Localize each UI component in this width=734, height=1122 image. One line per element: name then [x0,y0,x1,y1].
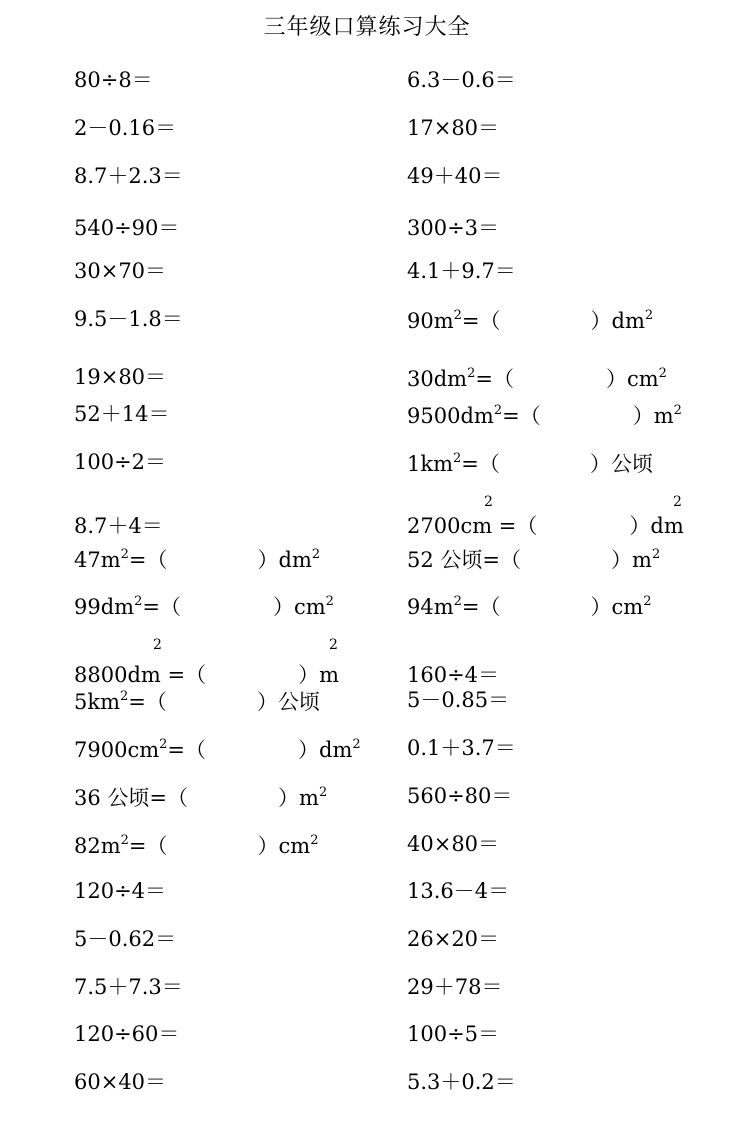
exponent: 2 [467,366,476,381]
exponent: 2 [318,785,328,800]
problem-unit: ）公顷 [589,452,653,476]
problem-equals-open: =（ [461,452,500,476]
problem-unit: ）m [611,548,652,572]
arithmetic-problem: 100÷5＝ [407,1022,500,1046]
problem-equals-open: =（ [128,548,168,572]
problem-unit: ）cm [590,595,644,619]
arithmetic-problem: 52＋14＝ [74,402,170,426]
unit-conversion-problem [407,309,653,332]
arithmetic-problem: 5－0.62＝ [74,927,177,951]
problem-unit: ）cm [257,834,311,858]
arithmetic-problem: 8.7＋2.3＝ [74,164,183,188]
arithmetic-problem: 8.7＋4＝ [74,514,163,538]
displaced-exponent: 2 [673,494,682,510]
arithmetic-problem: 7.5＋7.3＝ [74,975,183,999]
problem-quantity: 5km [74,690,120,714]
problem-unit: ）cm [605,367,659,391]
exponent: 2 [352,737,361,752]
arithmetic-problem: 9.5－1.8＝ [74,307,183,331]
problem-unit: ）dm [298,738,353,762]
unit-conversion-problem [74,738,361,761]
unit-conversion-problem [74,595,334,618]
problem-unit: ）dm [257,548,312,572]
unit-conversion-problem [74,834,319,857]
problem-quantity: 30dm [407,367,468,391]
exponent: 2 [159,737,168,752]
problem-unit: ）公顷 [256,690,320,714]
arithmetic-problem: 120÷4＝ [74,879,167,903]
problem-quantity: 90m [407,309,454,333]
problem-unit: ）dm [629,514,684,538]
unit-conversion-problem [407,595,652,618]
problem-quantity: 1km [407,452,453,476]
exponent: 2 [644,308,654,323]
arithmetic-problem: 26×20＝ [407,927,500,951]
problem-unit: ）m [278,786,319,810]
problem-quantity: 47m [74,548,121,572]
unit-conversion-problem [407,452,653,475]
exponent: 2 [643,594,652,609]
problem-quantity: 82m [74,834,121,858]
problem-equals-open: =（ [482,548,522,572]
arithmetic-problem: 29＋78＝ [407,975,503,999]
exponent: 2 [453,308,462,323]
problem-quantity: 2700cm [407,514,493,538]
problem-equals-open: =（ [142,595,181,619]
unit-conversion-problem [407,404,682,427]
arithmetic-problem: 19×80＝ [74,365,167,389]
exponent: 2 [134,594,143,609]
arithmetic-problem: 100÷2＝ [74,450,167,474]
page-title: 三年级口算练习大全 [263,15,471,40]
unit-conversion-problem [74,548,320,571]
unit-conversion-problem [74,786,327,809]
arithmetic-problem: 30×70＝ [74,259,167,283]
arithmetic-problem: 6.3－0.6＝ [407,68,516,92]
displaced-exponent: 2 [329,637,338,653]
problem-quantity: 99dm [74,595,135,619]
problem-equals-open: =（ [160,663,207,687]
arithmetic-problem: 17×80＝ [407,116,500,140]
displaced-exponent: 2 [484,494,493,510]
problem-quantity: 9500dm [407,404,494,428]
unit-conversion-problem [407,367,667,390]
arithmetic-problem: 4.1＋9.7＝ [407,259,516,283]
problem-equals-open: =（ [128,690,167,714]
arithmetic-problem: 300÷3＝ [407,216,500,240]
problem-equals-open: =（ [475,367,514,391]
exponent: 2 [311,547,321,562]
arithmetic-problem: 60×40＝ [74,1070,167,1094]
problem-unit: ）cm [272,595,326,619]
arithmetic-problem: 160÷4＝ [407,663,500,687]
arithmetic-problem: 80÷8＝ [74,68,153,92]
exponent: 2 [325,594,334,609]
problem-unit: ）m [632,404,674,428]
exponent: 2 [493,403,503,418]
arithmetic-problem: 560÷80＝ [407,784,513,808]
unit-conversion-problem [74,690,320,713]
arithmetic-problem: 49＋40＝ [407,164,503,188]
exponent: 2 [120,547,129,562]
problem-unit: ）m [298,663,340,687]
arithmetic-problem: 5.3＋0.2＝ [407,1070,516,1094]
arithmetic-problem: 0.1＋3.7＝ [407,736,516,760]
arithmetic-problem: 5－0.85＝ [407,688,510,712]
arithmetic-problem: 540÷90＝ [74,216,180,240]
exponent: 2 [120,689,129,704]
problem-equals-open: =（ [502,404,541,428]
arithmetic-problem: 40×80＝ [407,832,500,856]
problem-equals-open: =（ [149,786,189,810]
problem-equals-open: =（ [492,514,538,538]
problem-quantity: 52 公顷 [407,548,483,572]
problem-equals-open: =（ [167,738,207,762]
displaced-exponent: 2 [153,637,162,653]
exponent: 2 [453,451,462,466]
arithmetic-problem: 2－0.16＝ [74,116,177,140]
problem-quantity: 7900cm [74,738,160,762]
problem-quantity: 36 公顷 [74,786,150,810]
problem-quantity: 94m [407,595,454,619]
problem-equals-open: =（ [461,595,501,619]
arithmetic-problem: 120÷60＝ [74,1022,180,1046]
arithmetic-problem: 13.6－4＝ [407,879,510,903]
exponent: 2 [310,833,319,848]
exponent: 2 [651,547,661,562]
unit-conversion-problem [407,516,684,537]
exponent: 2 [658,366,667,381]
unit-conversion-problem [407,548,660,571]
problem-equals-open: =（ [461,309,501,333]
exponent: 2 [673,403,682,418]
unit-conversion-problem [74,665,339,686]
problem-quantity: 8800dm [74,663,161,687]
exponent: 2 [120,833,129,848]
problem-unit: ）dm [590,309,645,333]
exponent: 2 [453,594,462,609]
problem-equals-open: =（ [128,834,168,858]
